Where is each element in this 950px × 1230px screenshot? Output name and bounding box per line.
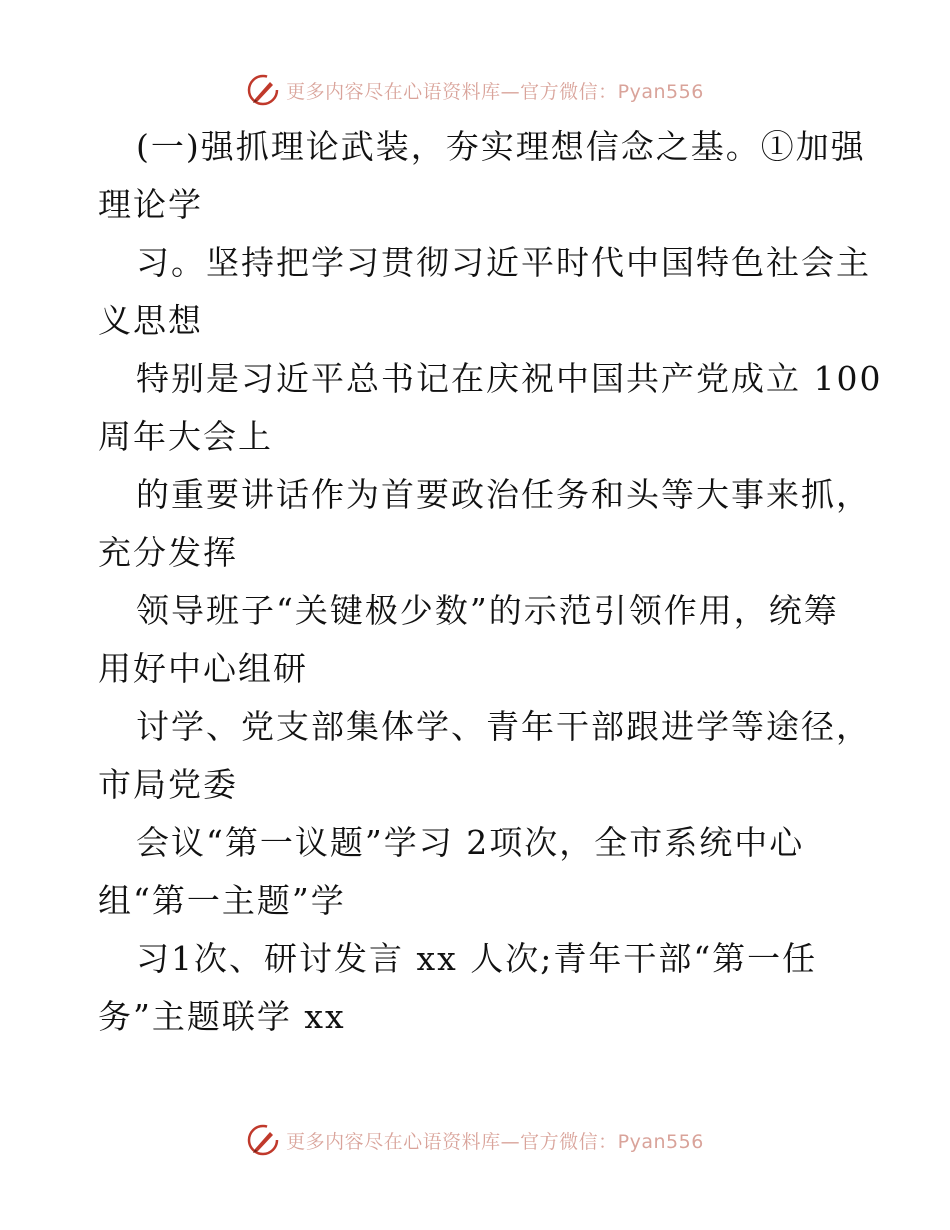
paragraph-line: 的重要讲话作为首要政治任务和头等大事来抓， xyxy=(136,475,871,514)
quill-pen-circle-icon xyxy=(246,73,280,107)
header-brand-text: 更多内容尽在心语资料库—官方微信：Pyan556 xyxy=(286,80,704,103)
quill-pen-circle-icon xyxy=(246,1123,280,1157)
paragraph-line: 义思想 xyxy=(98,301,203,340)
header-banner xyxy=(0,70,950,110)
footer-banner xyxy=(0,1120,950,1160)
paragraph-line: 理论学 xyxy=(98,185,203,224)
paragraph-line: 周年大会上 xyxy=(98,417,273,456)
paragraph-line: 充分发挥 xyxy=(98,533,238,572)
paragraph-line: 特别是习近平总书记在庆祝中国共产党成立 100 xyxy=(136,359,883,398)
paragraph-line: 习。坚持把学习贯彻习近平时代中国特色社会主 xyxy=(136,243,871,282)
paragraph-line: 用好中心组研 xyxy=(98,649,308,688)
paragraph-line: 习1次、研讨发言 xx 人次;青年干部“第一任 xyxy=(136,939,818,978)
paragraph-line: 领导班子“关键极少数”的示范引领作用，统筹 xyxy=(136,591,839,630)
paragraph-line: 讨学、党支部集体学、青年干部跟进学等途径， xyxy=(136,707,871,746)
paragraph-line: 市局党委 xyxy=(98,765,238,804)
document-body xyxy=(98,118,883,1046)
paragraph-line: (一)强抓理论武装，夯实理想信念之基。①加强 xyxy=(136,127,866,166)
footer-brand-text: 更多内容尽在心语资料库—官方微信：Pyan556 xyxy=(286,1130,704,1153)
paragraph-line: 会议“第一议题”学习 2项次，全市系统中心 xyxy=(136,823,805,862)
paragraph-line: 组“第一主题”学 xyxy=(98,881,346,920)
paragraph-line: 务”主题联学 xx xyxy=(98,997,346,1036)
